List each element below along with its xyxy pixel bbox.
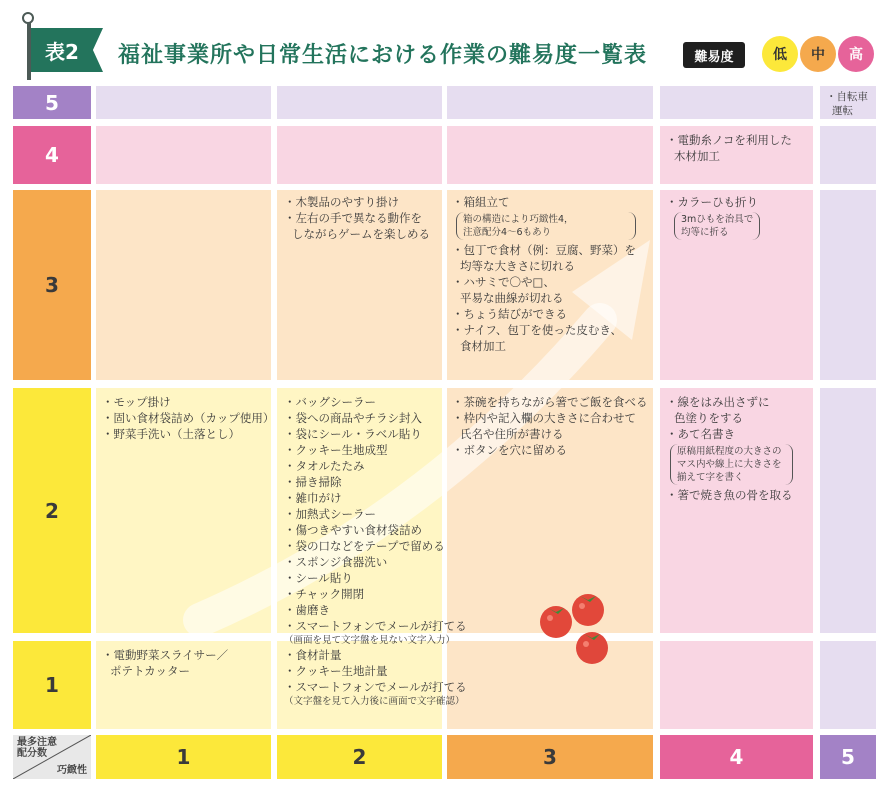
note-line: マス内や線上に大きさを — [677, 459, 782, 470]
cell-r1-c5 — [820, 641, 876, 729]
list-item: ・箸で焼き魚の骨を取る — [666, 488, 793, 502]
note-line: 揃えて字を書く — [677, 472, 744, 483]
cell-r5-c1 — [96, 86, 271, 119]
col-level-4: 4 — [660, 735, 813, 779]
list-item: ・包丁で食材（例：豆腐、野菜）を — [452, 243, 636, 257]
page-title: 福祉事業所や日常生活における作業の難易度一覧表 — [118, 43, 648, 68]
legend-label: 難易度 — [683, 42, 745, 68]
list-item: ・箱組立て — [452, 195, 510, 209]
list-item: ・袋にシール・ラベル貼り — [284, 427, 422, 441]
cell-r2-c5 — [820, 388, 876, 633]
col-level-3: 3 — [447, 735, 653, 779]
list-item: ・枠内や記入欄の大きさに合わせて — [452, 411, 636, 425]
list-item: ・スマートフォンでメールが打てる — [284, 619, 467, 633]
list-item: ・食材計量 — [284, 648, 342, 662]
note-line: 注意配分4〜6もあり — [463, 227, 552, 238]
cell-r4-c3 — [447, 126, 653, 184]
list-item: ・シール貼り — [284, 571, 353, 585]
cell-r2-c3-text — [452, 394, 648, 458]
col-level-1: 1 — [96, 735, 271, 779]
list-item: ・袋の口などをテープで留める — [284, 539, 445, 553]
list-item: ・チャック開閉 — [284, 587, 365, 601]
col-level-5: 5 — [820, 735, 876, 779]
list-item: ・電動糸ノコを利用した — [666, 133, 792, 147]
cell-r4-c1 — [96, 126, 271, 184]
legend-high: 高 — [838, 36, 874, 72]
note-paren — [456, 212, 636, 240]
list-item: ・左右の手で異なる動作を — [284, 211, 422, 225]
list-item: しながらゲームを楽しめる — [292, 227, 430, 241]
list-item: ・スマートフォンでメールが打てる — [284, 680, 467, 694]
cell-r4-c2 — [277, 126, 442, 184]
cell-r3-c2-text — [284, 194, 430, 242]
list-item: 氏名や住所が書ける — [460, 427, 564, 441]
list-item: ・木製品のやすり掛け — [284, 195, 399, 209]
row-level-3: 3 — [13, 190, 91, 380]
note-line: 箱の構造により巧緻性4， — [463, 214, 574, 225]
cell-r3-c3-text — [452, 194, 636, 354]
flag-knob — [22, 12, 34, 24]
list-item: ・クッキー生地成型 — [284, 443, 388, 457]
list-item: ポテトカッター — [110, 664, 191, 678]
list-item: ・掃き掃除 — [284, 475, 342, 489]
col-level-2: 2 — [277, 735, 442, 779]
cell-r3-c5 — [820, 190, 876, 380]
y-axis-label: 最多注意配分数 — [17, 737, 57, 759]
legend-low: 低 — [762, 36, 798, 72]
list-item-note: （文字盤を見て入力後に画面で文字確認） — [284, 696, 465, 707]
list-item: ・カラーひも折り — [666, 195, 758, 209]
list-item: 平易な曲線が切れる — [460, 291, 564, 305]
list-item: ・ちょう結びができる — [452, 307, 567, 321]
list-item: 木材加工 — [674, 149, 720, 163]
list-item: ・クッキー生地計量 — [284, 664, 388, 678]
note-line: 均等に折る — [681, 227, 729, 238]
row-level-2: 2 — [13, 388, 91, 633]
cell-r1-c2-text — [284, 647, 467, 708]
cell-r3-c4-text — [666, 194, 760, 242]
list-item: ・歯磨き — [284, 603, 330, 617]
list-item: ・モップ掛け — [102, 395, 171, 409]
cell-r5-c4 — [660, 86, 813, 119]
cell-r5-c3 — [447, 86, 653, 119]
list-item: ・野菜手洗い（土落とし） — [102, 427, 240, 441]
cell-r2-c2-text — [284, 394, 467, 647]
list-item: 運転 — [832, 105, 853, 117]
note-line: 3mひもを治具で — [681, 214, 754, 225]
list-item: 食材加工 — [460, 339, 506, 353]
list-item: ・ハサミで〇や□、 — [452, 275, 555, 289]
list-item: ・茶碗を持ちながら箸でご飯を食べる — [452, 395, 648, 409]
list-item: ・雑巾がけ — [284, 491, 342, 505]
note-line: 原稿用紙程度の大きさの — [677, 446, 782, 457]
list-item: ・傷つきやすい食材袋詰め — [284, 523, 422, 537]
row-level-5: 5 — [13, 86, 91, 119]
cell-r4-c4-text — [666, 132, 792, 164]
list-item: ・自転車 — [826, 91, 868, 103]
list-item: ・袋への商品やチラシ封入 — [284, 411, 422, 425]
legend-mid: 中 — [800, 36, 836, 72]
list-item: ・ボタンを穴に留める — [452, 443, 567, 457]
note-paren — [674, 212, 760, 240]
cell-r2-c4-text — [666, 394, 793, 503]
list-item: ・バッグシーラー — [284, 395, 376, 409]
table-badge: 表2 — [45, 39, 79, 64]
list-item: ・ナイフ、包丁を使った皮むき、 — [452, 323, 622, 337]
list-item: ・線をはみ出さずに — [666, 395, 770, 409]
list-item: ・固い食材袋詰め（カップ使用） — [102, 411, 275, 425]
cell-r1-c1-text — [102, 647, 228, 679]
note-paren — [670, 444, 793, 485]
list-item: ・あて名書き — [666, 427, 735, 441]
list-item: ・スポンジ食器洗い — [284, 555, 388, 569]
cell-r5-c5-text — [826, 90, 868, 118]
list-item: ・電動野菜スライサー／ — [102, 648, 229, 662]
list-item: ・タオルたたみ — [284, 459, 365, 473]
list-item-note: （画面を見て文字盤を見ない文字入力） — [284, 635, 456, 646]
cell-r2-c1-text — [102, 394, 274, 442]
x-axis-label: 巧緻性 — [57, 765, 87, 776]
row-level-4: 4 — [13, 126, 91, 184]
axis-corner — [13, 735, 91, 779]
row-level-1: 1 — [13, 641, 91, 729]
list-item: 色塗りをする — [674, 411, 743, 425]
tomato-illustration — [536, 580, 616, 670]
cell-r4-c5 — [820, 126, 876, 184]
cell-r1-c4 — [660, 641, 813, 729]
cell-r5-c2 — [277, 86, 442, 119]
list-item: 均等な大きさに切れる — [460, 259, 575, 273]
list-item: ・加熱式シーラー — [284, 507, 376, 521]
